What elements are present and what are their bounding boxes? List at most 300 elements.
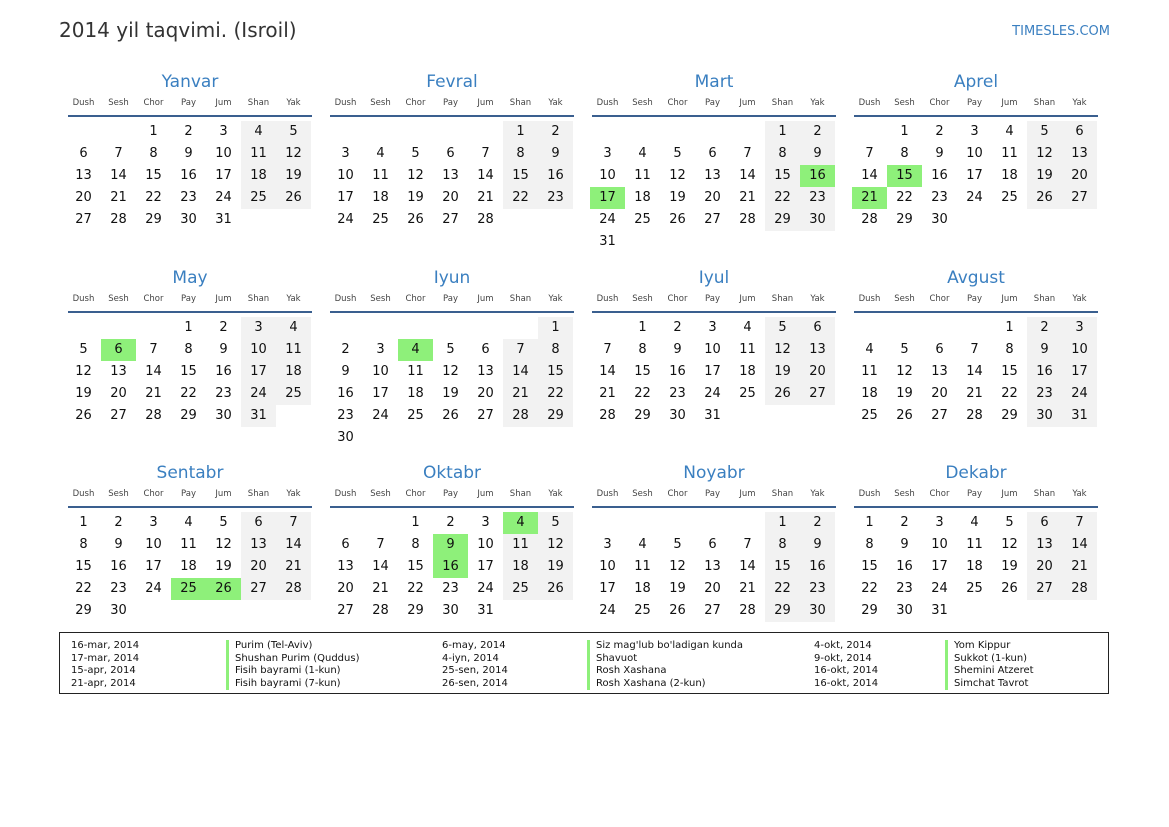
day-cell: 16 [215,364,232,379]
day-cell: 29 [538,405,573,427]
day-cell: 17 [704,364,721,379]
week-row [590,405,838,427]
day-cell: 23 [1027,383,1062,405]
day-cell: 5 [673,537,682,552]
empty-cell [363,512,398,534]
empty-cell [957,209,992,231]
day-cell: 19 [896,386,913,401]
day-cell: 15 [538,361,573,383]
weekday-header: Sesh [632,98,653,108]
empty-cell [398,317,433,339]
day-cell: 18 [276,361,311,383]
legend-holiday-name: Sukkot (1-kun) [945,653,1034,666]
day-cell: 27 [1027,578,1062,600]
day-cell: 29 [634,408,651,423]
empty-cell [957,600,992,622]
day-cell: 11 [276,339,311,361]
weekday-header: Pay [705,489,720,499]
empty-cell [1062,209,1097,231]
day-cell: 23 [180,190,197,205]
day-cell: 6 [708,146,717,161]
weekday-header: Sesh [108,98,129,108]
weekday-header: Sesh [894,98,915,108]
empty-cell [538,427,573,449]
day-cell: 7 [743,537,752,552]
week-row [590,512,838,534]
day-cell: 30 [180,212,197,227]
day-cell: 6 [935,342,944,357]
day-cell: 5 [673,146,682,161]
weekday-header: Jum [1001,489,1018,499]
week-row [852,383,1100,405]
weekday-header: Dush [334,489,357,499]
weekday-header: Chor [667,98,688,108]
weekday-header: Chor [929,98,950,108]
day-cell: 9 [673,342,682,357]
day-cell: 12 [1027,143,1062,165]
legend-holiday-name: Fisih bayrami (7-kun) [226,678,359,691]
weekday-header: Yak [810,98,825,108]
month-name: May [172,268,208,288]
empty-cell [328,121,363,143]
day-cell: 12 [1001,537,1018,552]
day-cell: 1 [865,515,874,530]
day-cell: 18 [241,165,276,187]
week-row [590,556,838,578]
weekday-header: Pay [443,294,458,304]
day-cell: 21 [110,190,127,205]
day-cell: 10 [704,342,721,357]
day-cell: 1 [900,124,909,139]
header-rule [592,115,836,117]
empty-cell [468,427,503,449]
weekday-header: Sesh [370,98,391,108]
day-cell: 28 [145,408,162,423]
empty-cell [136,317,171,339]
day-cell: 23 [442,581,459,596]
day-cell: 22 [145,190,162,205]
day-cell: 27 [1062,187,1097,209]
weekday-header: Sesh [108,294,129,304]
day-cell: 7 [481,146,490,161]
day-cell: 3 [241,317,276,339]
empty-cell [730,121,765,143]
weekday-header: Shan [247,294,270,304]
header-rule [330,506,574,508]
weekday-header: Shan [247,489,270,499]
day-cell: 2 [1027,317,1062,339]
month-yanvar [66,70,314,231]
day-cell: 19 [442,386,459,401]
day-cell: 5 [1005,515,1014,530]
empty-cell [695,231,730,253]
empty-cell [590,121,625,143]
weekday-header-row [66,95,314,111]
weekday-header: Yak [1072,294,1087,304]
day-cell: 14 [739,168,756,183]
day-cell: 19 [669,581,686,596]
day-cell: 29 [1001,408,1018,423]
day-cell: 18 [503,556,538,578]
month-name: Oktabr [422,463,482,483]
weekday-header: Jum [1001,294,1018,304]
day-cell: 21 [503,383,538,405]
weekday-header: Jum [739,294,756,304]
day-cell: 26 [1001,581,1018,596]
week-row [66,556,314,578]
empty-cell [433,121,468,143]
weekday-header: Jum [215,98,232,108]
header-rule [854,506,1098,508]
day-cell: 11 [503,534,538,556]
day-cell: 28 [477,212,494,227]
weekday-header-row [66,486,314,502]
legend-date: 16-okt, 2014 [814,665,879,676]
legend-name-column [226,640,359,690]
holiday-day-cell: 4 [503,512,538,534]
day-cell: 27 [931,408,948,423]
weekday-header: Sesh [108,489,129,499]
weekday-header: Chor [143,98,164,108]
weekday-header: Yak [810,294,825,304]
month-name: Dekabr [945,463,1007,483]
day-cell: 20 [800,361,835,383]
week-row [852,361,1100,383]
legend-date: 25-sen, 2014 [442,665,508,676]
day-cell: 10 [599,559,616,574]
weekday-header: Yak [286,98,301,108]
header-rule [68,311,312,313]
empty-cell [276,600,311,622]
empty-cell [852,121,887,143]
day-cell: 10 [337,168,354,183]
day-cell: 5 [1027,121,1062,143]
legend-holiday-name: Purim (Tel-Aviv) [226,640,359,653]
day-cell: 8 [503,143,538,165]
day-cell: 18 [372,190,389,205]
day-cell: 21 [276,556,311,578]
day-cell: 25 [1001,190,1018,205]
empty-cell [590,512,625,534]
day-cell: 11 [966,537,983,552]
day-cell: 24 [599,603,616,618]
day-cell: 23 [110,581,127,596]
day-cell: 1 [765,121,800,143]
week-row [590,317,838,339]
week-row [328,427,576,449]
legend-holiday-name: Shavuot [587,653,743,666]
empty-cell [625,512,660,534]
weekday-header: Jum [739,98,756,108]
day-cell: 26 [442,408,459,423]
legend-holiday-name: Yom Kippur [945,640,1034,653]
day-cell: 25 [241,187,276,209]
day-cell: 26 [407,212,424,227]
weekday-header: Sesh [632,294,653,304]
day-cell: 9 [800,534,835,556]
day-cell: 31 [241,405,276,427]
day-cell: 10 [931,537,948,552]
day-cell: 19 [765,361,800,383]
day-cell: 17 [477,559,494,574]
day-cell: 3 [970,124,979,139]
day-cell: 4 [638,537,647,552]
day-cell: 9 [219,342,228,357]
day-cell: 9 [184,146,193,161]
weekday-header: Shan [509,489,532,499]
day-cell: 16 [669,364,686,379]
day-cell: 6 [341,537,350,552]
day-cell: 13 [337,559,354,574]
day-cell: 11 [372,168,389,183]
day-cell: 20 [442,190,459,205]
day-cell: 24 [337,212,354,227]
day-cell: 5 [276,121,311,143]
week-row [328,556,576,578]
empty-cell [171,600,206,622]
week-row [66,143,314,165]
day-cell: 28 [599,408,616,423]
day-cell: 4 [743,320,752,335]
legend-holiday-name: Shemini Atzeret [945,665,1034,678]
day-cell: 21 [966,386,983,401]
day-cell: 10 [599,168,616,183]
day-cell: 31 [477,603,494,618]
week-row [328,578,576,600]
day-cell: 9 [114,537,123,552]
weekday-header: Yak [286,489,301,499]
day-cell: 5 [219,515,228,530]
holiday-day-cell: 16 [433,556,468,578]
legend-name-column [587,640,743,690]
day-cell: 23 [931,190,948,205]
day-cell: 13 [477,364,494,379]
day-cell: 29 [145,212,162,227]
day-cell: 20 [1027,556,1062,578]
holiday-day-cell: 26 [206,578,241,600]
day-cell: 27 [704,212,721,227]
day-cell: 2 [800,121,835,143]
weekday-header: Dush [334,294,357,304]
day-cell: 13 [241,534,276,556]
month-oktabr [328,461,576,622]
day-cell: 17 [1062,361,1097,383]
empty-cell [241,209,276,231]
holiday-day-cell: 4 [398,339,433,361]
day-cell: 27 [800,383,835,405]
weekday-header: Shan [247,98,270,108]
day-cell: 12 [407,168,424,183]
day-cell: 28 [276,578,311,600]
week-row [590,600,838,622]
weekday-header: Yak [810,489,825,499]
header-rule [854,115,1098,117]
day-cell: 26 [75,408,92,423]
week-row [590,231,838,253]
day-cell: 7 [376,537,385,552]
day-cell: 5 [765,317,800,339]
day-cell: 17 [372,386,389,401]
empty-cell [730,405,765,427]
weekday-header: Chor [405,489,426,499]
header-rule [330,115,574,117]
empty-cell [1027,600,1062,622]
day-cell: 25 [372,212,389,227]
day-cell: 11 [407,364,424,379]
week-row [590,361,838,383]
empty-cell [730,231,765,253]
day-cell: 30 [110,603,127,618]
empty-cell [468,121,503,143]
day-cell: 11 [634,168,651,183]
legend-date: 21-apr, 2014 [71,677,136,689]
day-cell: 29 [75,603,92,618]
weekday-header: Yak [1072,489,1087,499]
day-cell: 4 [638,146,647,161]
day-cell: 6 [1027,512,1062,534]
header-rule [592,311,836,313]
empty-cell [433,317,468,339]
day-cell: 29 [765,209,800,231]
weekday-header: Jum [477,294,494,304]
day-cell: 21 [599,386,616,401]
day-cell: 28 [110,212,127,227]
header-rule [68,115,312,117]
day-cell: 17 [931,559,948,574]
day-cell: 15 [503,165,538,187]
weekday-header-row [852,486,1100,502]
day-cell: 23 [669,386,686,401]
day-cell: 14 [861,168,878,183]
day-cell: 16 [180,168,197,183]
day-cell: 20 [241,556,276,578]
day-cell: 13 [1027,534,1062,556]
weekday-header-row [852,95,1100,111]
day-cell: 27 [337,603,354,618]
day-cell: 28 [861,212,878,227]
day-cell: 21 [145,386,162,401]
day-cell: 9 [900,537,909,552]
legend-date: 26-sen, 2014 [442,677,508,689]
day-cell: 8 [411,537,420,552]
day-cell: 26 [765,383,800,405]
weekday-header: Dush [858,489,881,499]
week-row [66,209,314,231]
empty-cell [538,209,573,231]
day-cell: 19 [276,165,311,187]
day-cell: 16 [931,168,948,183]
day-cell: 27 [110,408,127,423]
week-row [852,121,1100,143]
day-cell: 24 [145,581,162,596]
day-cell: 3 [219,124,228,139]
weekday-header: Sesh [632,489,653,499]
empty-cell [328,512,363,534]
empty-cell [590,317,625,339]
day-cell: 18 [1001,168,1018,183]
legend-date-column [442,640,508,690]
brand-link[interactable]: TIMESLES.COM [1012,24,1110,39]
day-cell: 20 [1062,165,1097,187]
day-cell: 22 [1001,386,1018,401]
week-row [66,600,314,622]
week-row [590,339,838,361]
day-cell: 16 [538,165,573,187]
day-cell: 27 [442,212,459,227]
month-avgust [852,266,1100,427]
week-row [66,187,314,209]
day-cell: 5 [446,342,455,357]
weekday-header-row [328,486,576,502]
weekday-header: Shan [1033,294,1056,304]
month-aprel [852,70,1100,231]
day-cell: 7 [1062,512,1097,534]
header-rule [854,311,1098,313]
day-cell: 8 [538,339,573,361]
day-cell: 19 [669,190,686,205]
week-row [66,339,314,361]
day-cell: 17 [145,559,162,574]
empty-cell [800,231,835,253]
day-cell: 29 [861,603,878,618]
week-row [852,317,1100,339]
empty-cell [276,209,311,231]
empty-cell [136,600,171,622]
empty-cell [503,600,538,622]
empty-cell [730,512,765,534]
week-row [590,209,838,231]
day-cell: 20 [110,386,127,401]
day-cell: 30 [442,603,459,618]
legend-holiday-name: Rosh Xashana (2-kun) [587,678,743,691]
day-cell: 22 [538,383,573,405]
day-cell: 11 [1001,146,1018,161]
day-cell: 12 [75,364,92,379]
weekday-header: Jum [215,489,232,499]
day-cell: 22 [765,578,800,600]
day-cell: 26 [896,408,913,423]
week-row [66,361,314,383]
weekday-header: Shan [1033,98,1056,108]
weekday-header: Dush [72,98,95,108]
day-cell: 26 [1027,187,1062,209]
day-cell: 10 [145,537,162,552]
day-cell: 6 [481,342,490,357]
weekday-header: Chor [143,489,164,499]
day-cell: 4 [276,317,311,339]
empty-cell [503,317,538,339]
day-cell: 4 [241,121,276,143]
empty-cell [328,317,363,339]
day-cell: 21 [1062,556,1097,578]
empty-cell [992,600,1027,622]
week-row [328,317,576,339]
day-cell: 6 [1062,121,1097,143]
week-row [852,512,1100,534]
day-cell: 12 [538,534,573,556]
day-cell: 13 [110,364,127,379]
day-cell: 27 [477,408,494,423]
day-cell: 23 [337,408,354,423]
day-cell: 9 [538,143,573,165]
month-name: Mart [694,72,734,92]
day-cell: 25 [861,408,878,423]
weekday-header: Pay [443,98,458,108]
weekday-header: Pay [705,98,720,108]
day-cell: 26 [669,212,686,227]
day-cell: 22 [896,190,913,205]
day-cell: 6 [79,146,88,161]
